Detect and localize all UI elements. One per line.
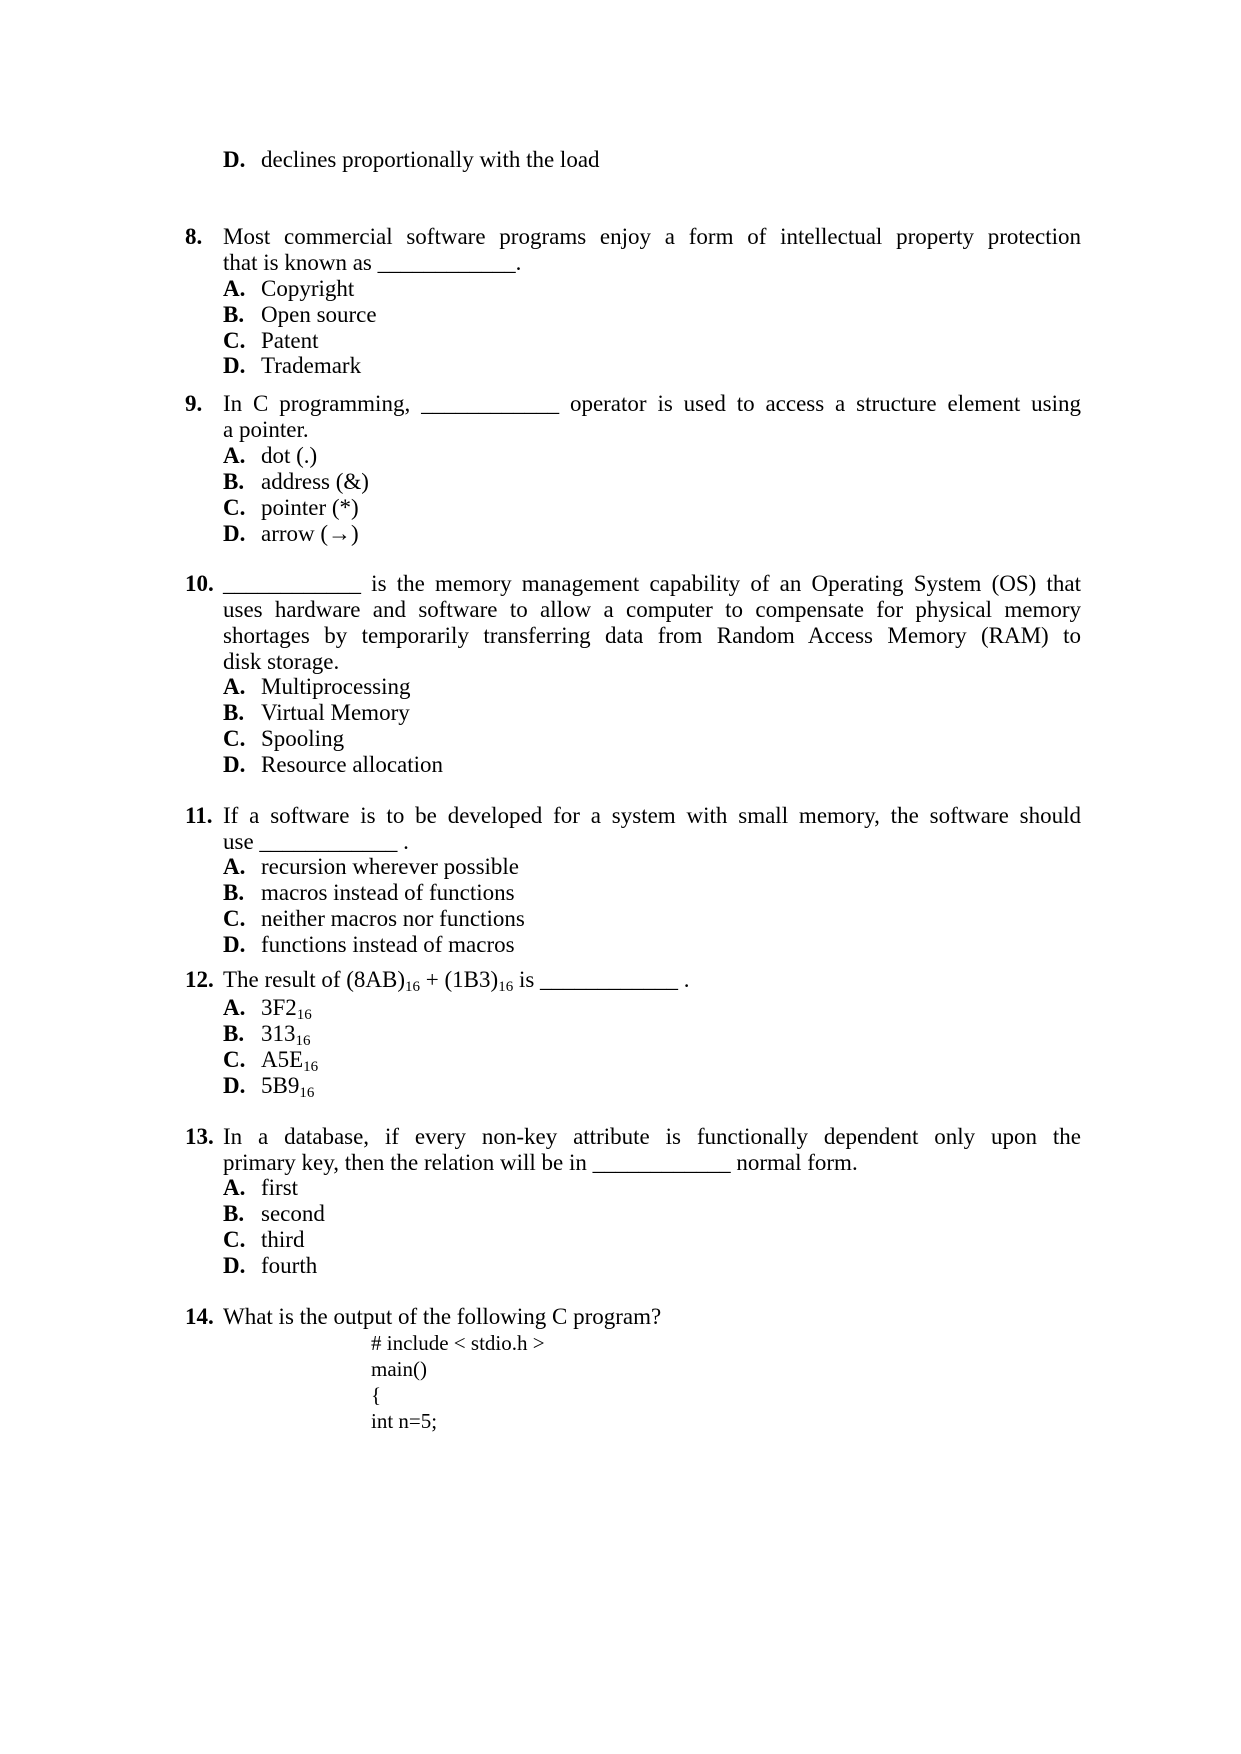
code-line: int n=5; bbox=[371, 1409, 438, 1433]
option-a: A. Multiprocessing bbox=[223, 674, 411, 699]
code-line: main() bbox=[371, 1357, 427, 1381]
option-b: B. Open source bbox=[223, 302, 377, 327]
question-number: 10. bbox=[185, 571, 214, 596]
option-a: A. dot (.) bbox=[223, 443, 318, 468]
question-number: 8. bbox=[185, 224, 203, 249]
question-number: 13. bbox=[185, 1124, 214, 1149]
option-d: D. fourth bbox=[223, 1253, 318, 1278]
question-text: a pointer. bbox=[223, 417, 309, 442]
code-line: # include < stdio.h > bbox=[371, 1331, 545, 1355]
question-text: uses hardware and software to allow a computer to compensate for physical memory bbox=[223, 597, 1081, 622]
option-d: D. functions instead of macros bbox=[223, 932, 515, 957]
option-b: B. macros instead of functions bbox=[223, 880, 515, 905]
question-text: shortages by temporarily transferring data from Random Access Memory (RAM) to bbox=[223, 623, 1081, 648]
option-d: D. Trademark bbox=[223, 353, 362, 378]
option-b: B. second bbox=[223, 1201, 325, 1226]
question-text: primary key, then the relation will be in ____________ normal form. bbox=[223, 1150, 858, 1175]
option-c: C. neither macros nor functions bbox=[223, 906, 525, 931]
option-a: A. Copyright bbox=[223, 276, 355, 301]
question-text: ____________ is the memory management capability of an Operating System (OS) that bbox=[223, 571, 1081, 596]
option-b: B. Virtual Memory bbox=[223, 700, 410, 725]
question-number: 11. bbox=[185, 803, 213, 828]
option-c: C. $A5E_{16}$ bbox=[223, 1047, 319, 1075]
option-c: C. Spooling bbox=[223, 726, 345, 751]
question-text: that is known as ____________. bbox=[223, 250, 522, 275]
option-a: A. first bbox=[223, 1175, 299, 1200]
option-c: C. Patent bbox=[223, 328, 319, 353]
question-text: Most commercial software programs enjoy a form of intellectual property protection bbox=[223, 224, 1081, 249]
option-d: D. declines proportionally with the load bbox=[223, 147, 600, 172]
option-a: A. recursion wherever possible bbox=[223, 854, 520, 879]
option-b: B. $313_{16}$ bbox=[223, 1021, 311, 1049]
question-text: The result of $(8AB)_{16} + (1B3)_{16}$ is ____________ . bbox=[223, 967, 690, 995]
question-text: In C programming, ____________ operator is used to access a structure element using bbox=[223, 391, 1081, 416]
question-text: What is the output of the following C program? bbox=[223, 1304, 662, 1329]
option-a: A. $3F2_{16}$ bbox=[223, 995, 312, 1023]
option-d: D. $5B9_{16}$ bbox=[223, 1073, 315, 1101]
option-d: D. Resource allocation bbox=[223, 752, 444, 777]
option-d: D. arrow (→) bbox=[223, 521, 359, 546]
option-c: C. pointer (*) bbox=[223, 495, 359, 520]
option-c: C. third bbox=[223, 1227, 305, 1252]
question-text: If a software is to be developed for a system with small memory, the software should bbox=[223, 803, 1081, 828]
question-text: In a database, if every non-key attribute is functionally dependent only upon the bbox=[223, 1124, 1081, 1149]
option-b: B. address (&) bbox=[223, 469, 369, 494]
question-text: disk storage. bbox=[223, 649, 340, 674]
question-number: 14. bbox=[185, 1304, 214, 1329]
code-line: { bbox=[371, 1383, 382, 1407]
question-text: use ____________ . bbox=[223, 829, 409, 854]
question-number: 9. bbox=[185, 391, 203, 416]
question-number: 12. bbox=[185, 967, 214, 992]
